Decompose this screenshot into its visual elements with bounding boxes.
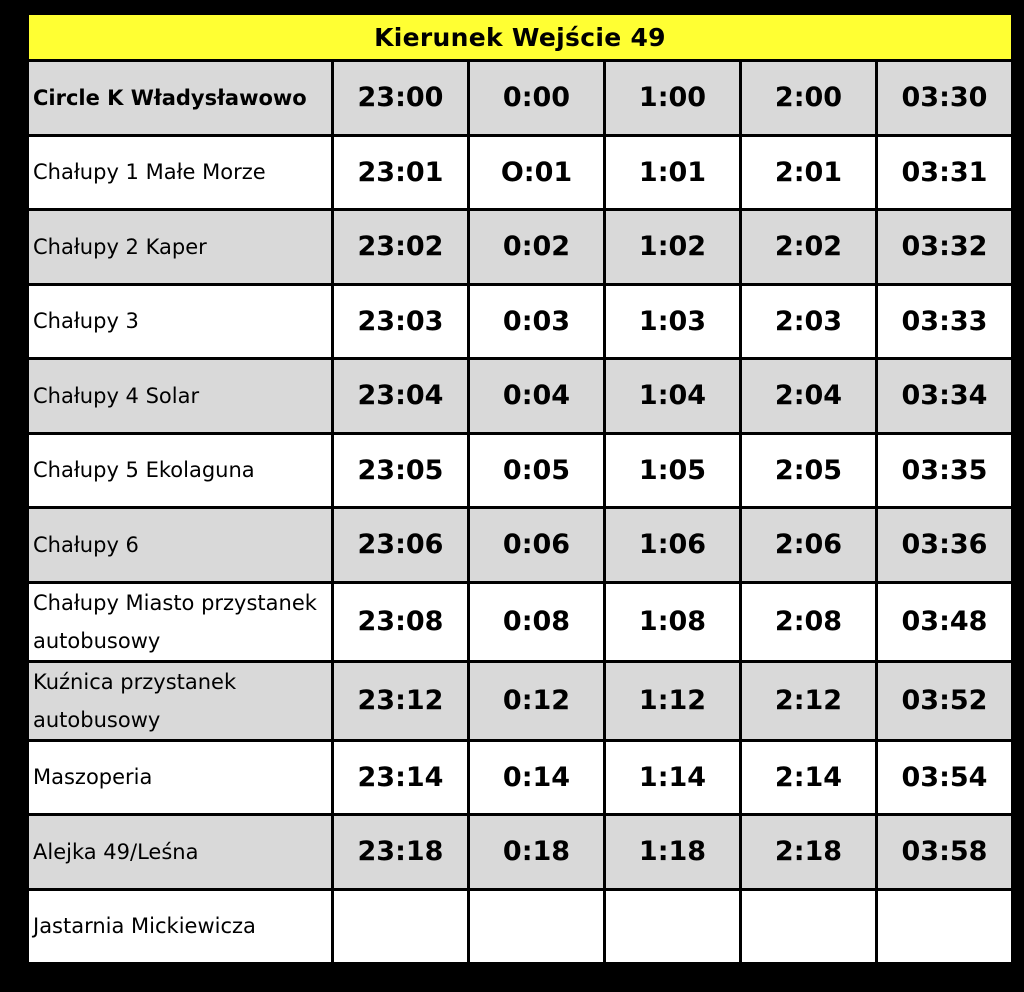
departure-time: 03:33: [877, 284, 1013, 359]
stop-name: Chałupy Miasto przystanek autobusowy: [28, 582, 333, 661]
table-row: [28, 582, 1013, 661]
departure-time: 03:34: [877, 359, 1013, 434]
departure-time: 23:12: [333, 661, 469, 740]
departure-time: 03:52: [877, 661, 1013, 740]
departure-time: 1:01: [605, 135, 741, 210]
timetable-title: Kierunek Wejście 49: [28, 14, 1013, 61]
departure-time: 2:12: [741, 661, 877, 740]
departure-time: 1:02: [605, 210, 741, 285]
departure-time: 0:08: [469, 582, 605, 661]
departure-time: O:01: [469, 135, 605, 210]
table-row: [28, 210, 1013, 285]
departure-time: 03:31: [877, 135, 1013, 210]
departure-time: 03:35: [877, 433, 1013, 508]
stop-name: Chałupy 3: [28, 284, 333, 359]
departure-time: 1:00: [605, 61, 741, 136]
departure-time: [605, 889, 741, 964]
stop-name: Chałupy 1 Małe Morze: [28, 135, 333, 210]
departure-time: 03:58: [877, 815, 1013, 890]
departure-time: 0:18: [469, 815, 605, 890]
stop-name: Kuźnica przystanek autobusowy: [28, 661, 333, 740]
departure-time: 1:08: [605, 582, 741, 661]
table-row: [28, 740, 1013, 815]
departure-time: 0:12: [469, 661, 605, 740]
table-row: [28, 815, 1013, 890]
departure-time: 2:04: [741, 359, 877, 434]
bus-timetable: [26, 12, 1014, 965]
departure-time: 1:04: [605, 359, 741, 434]
departure-time: 2:06: [741, 508, 877, 583]
table-row: [28, 284, 1013, 359]
stop-name: Chałupy 2 Kaper: [28, 210, 333, 285]
departure-time: 03:48: [877, 582, 1013, 661]
departure-time: 0:14: [469, 740, 605, 815]
stop-name: Chałupy 4 Solar: [28, 359, 333, 434]
departure-time: 03:36: [877, 508, 1013, 583]
departure-time: [469, 889, 605, 964]
table-row: [28, 508, 1013, 583]
stop-name: Circle K Władysławowo: [28, 61, 333, 136]
departure-time: 0:04: [469, 359, 605, 434]
departure-time: 1:14: [605, 740, 741, 815]
departure-time: 23:08: [333, 582, 469, 661]
departure-time: 2:14: [741, 740, 877, 815]
table-row: [28, 359, 1013, 434]
departure-time: 2:01: [741, 135, 877, 210]
departure-time: 1:18: [605, 815, 741, 890]
departure-time: 2:08: [741, 582, 877, 661]
departure-time: 23:04: [333, 359, 469, 434]
departure-time: 2:02: [741, 210, 877, 285]
departure-time: 0:06: [469, 508, 605, 583]
departure-time: 23:18: [333, 815, 469, 890]
departure-time: 03:30: [877, 61, 1013, 136]
departure-time: 2:18: [741, 815, 877, 890]
departure-time: 1:05: [605, 433, 741, 508]
departure-time: [333, 889, 469, 964]
stop-name: Chałupy 6: [28, 508, 333, 583]
departure-time: 1:12: [605, 661, 741, 740]
departure-time: 0:05: [469, 433, 605, 508]
departure-time: 23:02: [333, 210, 469, 285]
departure-time: 2:00: [741, 61, 877, 136]
table-row: [28, 889, 1013, 964]
departure-time: 23:14: [333, 740, 469, 815]
departure-time: 23:05: [333, 433, 469, 508]
stop-name: Alejka 49/Leśna: [28, 815, 333, 890]
departure-time: 03:32: [877, 210, 1013, 285]
departure-time: 0:03: [469, 284, 605, 359]
stop-name: Chałupy 5 Ekolaguna: [28, 433, 333, 508]
departure-time: 03:54: [877, 740, 1013, 815]
departure-time: 0:02: [469, 210, 605, 285]
timetable-frame: [26, 12, 1012, 980]
departure-time: [877, 889, 1013, 964]
title-row: [28, 14, 1013, 61]
departure-time: 2:05: [741, 433, 877, 508]
table-row: [28, 61, 1013, 136]
departure-time: 23:01: [333, 135, 469, 210]
departure-time: 23:06: [333, 508, 469, 583]
departure-time: 1:03: [605, 284, 741, 359]
departure-time: [741, 889, 877, 964]
table-row: [28, 661, 1013, 740]
table-row: [28, 135, 1013, 210]
departure-time: 1:06: [605, 508, 741, 583]
stop-name: Maszoperia: [28, 740, 333, 815]
table-row: [28, 433, 1013, 508]
departure-time: 2:03: [741, 284, 877, 359]
departure-time: 23:03: [333, 284, 469, 359]
stop-name: Jastarnia Mickiewicza: [28, 889, 333, 964]
departure-time: 23:00: [333, 61, 469, 136]
departure-time: 0:00: [469, 61, 605, 136]
